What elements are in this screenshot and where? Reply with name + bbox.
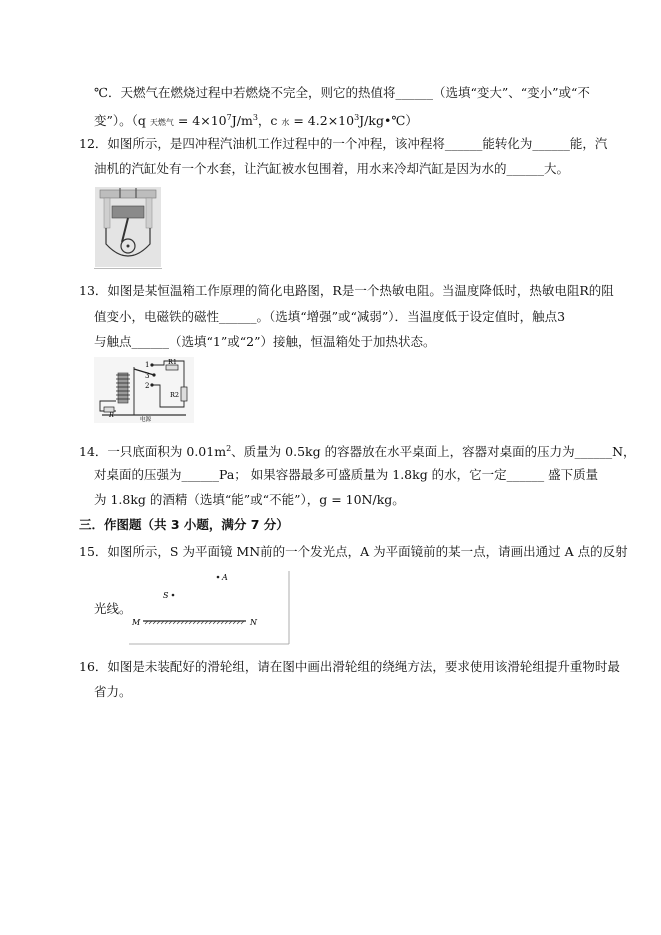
- q11-sup-1: 7: [226, 113, 232, 122]
- q13-line2: 值变小，电磁铁的磁性______。（选填“增强”或“减弱”）．当温度低于设定值时，触点3: [94, 309, 566, 324]
- point-a-label: A: [222, 573, 228, 582]
- mirror-end-n-label: N: [250, 618, 257, 627]
- q11-line1: ℃．天燃气在燃烧过程中若燃烧不完全，则它的热值将______（选填“变大”、“变小”或“不: [94, 85, 590, 100]
- q11-text-e: = 4.2×10: [289, 113, 355, 128]
- q13-line3: 与触点______（选填“1”或“2”）接触，恒温箱处于加热状态。: [94, 334, 436, 349]
- power-source-label: 电源: [140, 417, 152, 423]
- engine-cylinder-figure: [94, 186, 162, 272]
- contact-label-1: 1: [145, 361, 150, 369]
- q11-sub-gas: 天燃气: [149, 118, 174, 127]
- q11-sup-3: 3: [354, 113, 360, 122]
- resistor-r2-label: R2: [170, 391, 180, 399]
- mirror-end-m-label: M: [132, 618, 141, 627]
- contact-label-2: 2: [145, 382, 150, 390]
- contact-label-3: 3: [145, 372, 150, 380]
- plane-mirror-figure: [129, 567, 291, 649]
- q15-line1: 15．如图所示，S 为平面镜 MN前的一个发光点，A 为平面镜前的某一点，请画出通过 A 点的反射: [79, 544, 628, 559]
- q12-line1: 12．如图所示，是四冲程汽油机工作过程中的一个冲程，该冲程将______能转化为______能，汽: [79, 136, 608, 151]
- q11-sub-water: 水: [281, 118, 290, 127]
- q11-text-b: = 4×10: [173, 113, 227, 128]
- q11-text-a: 变”）。（q: [94, 113, 150, 128]
- q16-line2: 省力。: [94, 684, 132, 699]
- q14-line1: [79, 441, 636, 460]
- q13-line1: 13．如图是某恒温箱工作原理的简化电路图，R是一个热敏电阻。当温度降低时，热敏电阻R的阻: [79, 283, 614, 298]
- resistor-r1-label: R1: [168, 358, 178, 366]
- thermistor-r-label: R: [109, 411, 114, 419]
- q11-text-f: J/kg•℃）: [359, 113, 418, 128]
- q14-text-a: 14．一只底面积为 0.01m: [79, 444, 227, 459]
- point-s-label: S: [163, 591, 169, 600]
- q11-text-c: J/m: [231, 113, 253, 128]
- q14-text-b: 、质量为 0.5kg 的容器放在水平桌面上，容器对桌面的压力为______N，: [231, 444, 636, 459]
- q11-sup-2: 3: [252, 113, 258, 122]
- q14-sup: 2: [226, 444, 232, 453]
- q15-line2: 光线。: [94, 601, 132, 616]
- figure-divider-1: [94, 268, 162, 269]
- q14-line3: 为 1.8kg 的酒精（选填“能”或“不能”），g = 10N/kg。: [94, 492, 405, 507]
- section-3-heading: 三．作图题（共 3 小题，满分 7 分）: [79, 517, 289, 532]
- q16-line1: 16．如图是未装配好的滑轮组，请在图中画出滑轮组的绕绳方法，要求使用该滑轮组提升重物时最: [79, 659, 620, 674]
- q14-line2: 对桌面的压强为______Pa； 如果容器最多可盛质量为 1.8kg 的水，它一定______ 盛下质量: [94, 467, 599, 482]
- q12-line2: 油机的汽缸处有一个水套，让汽缸被水包围着，用水来冷却汽缸是因为水的______大。: [94, 161, 570, 176]
- q11-text-d: ，c: [257, 113, 282, 128]
- thermostat-circuit-figure: [94, 357, 194, 427]
- q11-line2: [94, 110, 418, 131]
